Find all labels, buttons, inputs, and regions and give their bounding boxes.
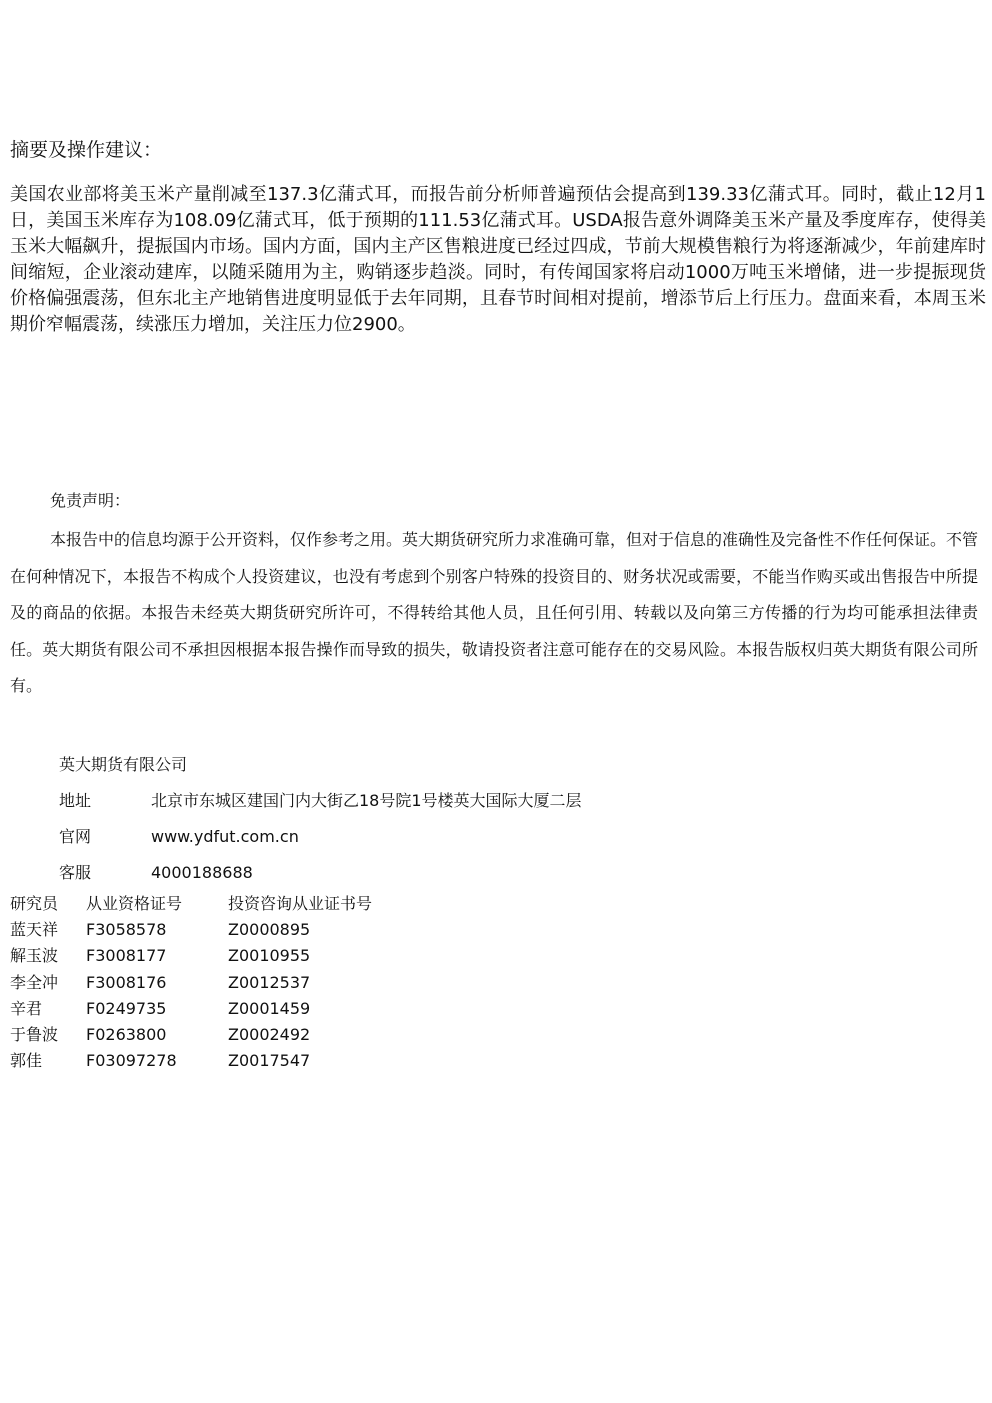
researcher-name: 于鲁波 [10,1024,59,1044]
consulting-cert-number: Z0001459 [228,998,311,1018]
qualification-number: F0249735 [86,998,167,1018]
consulting-cert-number: Z0000895 [228,920,311,940]
table-row [10,945,428,971]
consulting-cert-number: Z0017547 [228,1051,311,1071]
table-row [10,998,428,1024]
service-value: 4000188688 [151,863,253,882]
summary-heading: 摘要及操作建议： [10,139,163,161]
address-label: 地址 [59,791,92,810]
website-label: 官网 [59,827,92,846]
qualification-number: F3058578 [86,920,167,940]
disclaimer-heading: 免责声明： [50,491,131,510]
table-row [10,919,428,945]
company-info [59,752,759,896]
table-row [10,972,428,998]
consulting-cert-number: Z0010955 [228,946,311,966]
qualification-number: F3008176 [86,972,167,992]
researcher-name: 辛君 [10,998,43,1018]
consulting-cert-number: Z0012537 [228,972,311,992]
summary-paragraph: 美国农业部将美玉米产量削减至137.3亿蒲式耳，而报告前分析师普遍预估会提高到139.33亿蒲式耳。同时，截止12月1日，美国玉米库存为108.09亿蒲式耳，低于预期的111.53亿蒲式耳。USDA报告意外调降美玉米产量及季度库存，使得美玉米大幅飙升，提振国内市场。国内方面，国内主产区售粮进度已经过四成，节前大规模售粮行为将逐渐减少，年前建库时间缩短，企业滚动建库，以随采随用为主，购销逐步趋淡。同时，有传闻国家将启动1000万吨玉米增储，进一步提振现货价格偏强震荡，但东北主产地销售进度明显低于去年同期，且春节时间相对提前，增添节后上行压力。盘面来看，本周玉米期价窄幅震荡，续涨压力增加，关注压力位2900。 [10,184,986,335]
qualification-number: F3008177 [86,946,167,966]
header-consulting-cert: 投资咨询从业证书号 [228,894,373,913]
address-value: 北京市东城区建国门内大街乙18号院1号楼英大国际大厦二层 [151,791,582,810]
table-row [10,1024,428,1050]
company-address-row [59,788,759,824]
researcher-name: 郭佳 [10,1051,43,1071]
service-label: 客服 [59,863,92,882]
researcher-name: 蓝天祥 [10,920,59,940]
staff-table-header [10,893,428,919]
website-value: www.ydfut.com.cn [151,827,299,846]
company-service-row [59,860,759,896]
company-name: 英大期货有限公司 [59,755,188,774]
qualification-number: F03097278 [86,1051,177,1071]
company-website-row [59,824,759,860]
header-researcher: 研究员 [10,894,59,913]
researcher-name: 解玉波 [10,946,59,966]
company-name-row [59,752,759,788]
researcher-name: 李全冲 [10,972,59,992]
qualification-number: F0263800 [86,1024,167,1044]
staff-table [10,893,428,1076]
header-qualification: 从业资格证号 [86,894,183,913]
disclaimer-paragraph: 本报告中的信息均源于公开资料，仅作参考之用。英大期货研究所力求准确可靠，但对于信息的准确性及完备性不作任何保证。不管在何种情况下，本报告不构成个人投资建议，也没有考虑到个别客户特殊的投资目的、财务状况或需要，不能当作购买或出售报告中所提及的商品的依据。本报告未经英大期货研究所许可，不得转给其他人员，且任何引用、转载以及向第三方传播的行为均可能承担法律责任。英大期货有限公司不承担因根据本报告操作而导致的损失，敬请投资者注意可能存在的交易风险。本报告版权归英大期货有限公司所有。 [10,530,979,695]
table-row [10,1050,428,1076]
consulting-cert-number: Z0002492 [228,1024,311,1044]
